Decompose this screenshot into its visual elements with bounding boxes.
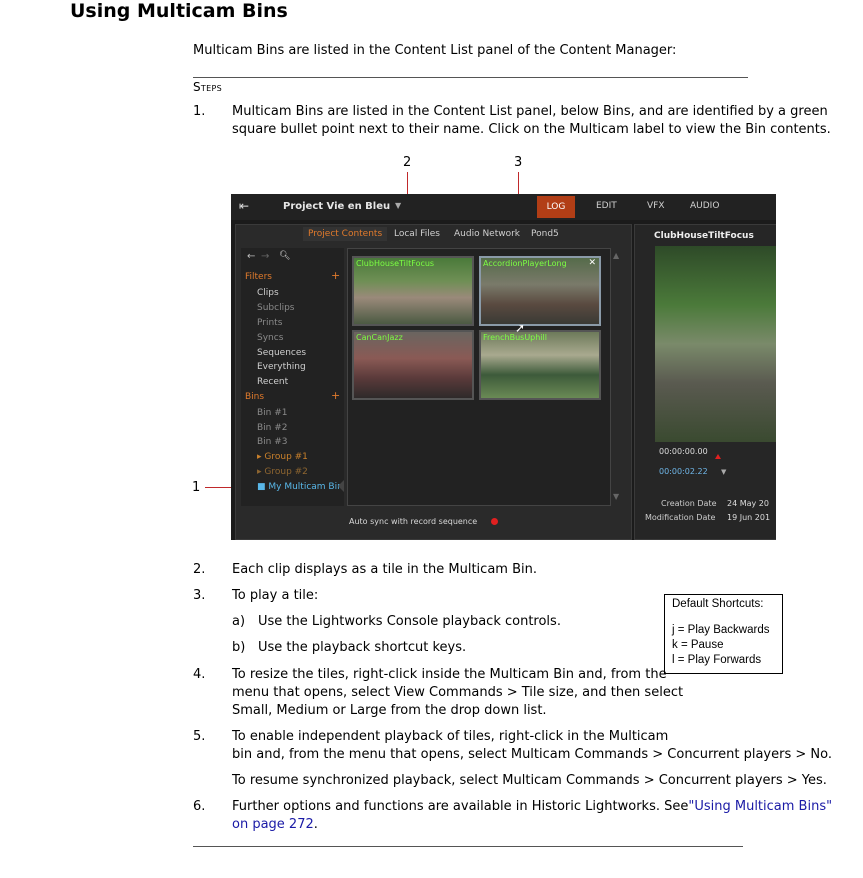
- step-number: 1.: [193, 104, 206, 119]
- meta-value: 19 Jun 201: [727, 513, 771, 522]
- tab-audio[interactable]: AUDIO: [690, 201, 720, 211]
- step-number: 4.: [193, 667, 206, 682]
- step-text: bin and, from the menu that opens, select Multicam Commands > Concurrent players > No.: [232, 747, 832, 762]
- step-number: 2.: [193, 562, 206, 577]
- divider: [193, 846, 743, 847]
- page-reference-link[interactable]: on page 272: [232, 817, 314, 832]
- callout-2: 2: [403, 155, 412, 170]
- step-text: To resume synchronized playback, select Multicam Commands > Concurrent players > Yes.: [232, 773, 827, 788]
- shortcut-line: k = Pause: [672, 639, 724, 651]
- scroll-up-icon[interactable]: ▲: [613, 251, 620, 260]
- tab-vfx[interactable]: VFX: [647, 201, 665, 211]
- callout-1: 1: [192, 480, 201, 495]
- page-heading: Using Multicam Bins: [70, 0, 288, 22]
- filter-item[interactable]: Subclips: [257, 303, 295, 313]
- forward-arrow-icon[interactable]: →: [261, 251, 270, 262]
- tile-label: AccordionPlayerLong: [483, 259, 567, 268]
- substep-letter: b): [232, 640, 246, 655]
- step-text: menu that opens, select View Commands > Tile size, and then select: [232, 685, 684, 700]
- close-icon[interactable]: ✕: [588, 258, 596, 268]
- shortcuts-title: Default Shortcuts:: [672, 598, 764, 610]
- step-text: [232, 816, 318, 834]
- meta-key: Modification Date: [645, 513, 716, 522]
- step-text: Small, Medium or Large from the drop down list.: [232, 703, 547, 718]
- tab-project-contents[interactable]: Project Contents: [303, 227, 387, 241]
- meta-key: Creation Date: [661, 499, 717, 508]
- substep-letter: a): [232, 614, 246, 629]
- step-text: Multicam Bins are listed in the Content List panel, below Bins, and are identified by a green: [232, 104, 828, 119]
- tab-edit[interactable]: EDIT: [596, 201, 617, 211]
- viewer-video[interactable]: [655, 246, 776, 442]
- tile[interactable]: [479, 330, 601, 400]
- step-number: 6.: [193, 799, 206, 814]
- timecode-duration: 00:00:02.22: [659, 467, 708, 476]
- step-text-part: .: [313, 817, 318, 832]
- step-text: square bullet point next to their name. Click on the Multicam label to view the Bin contents.: [232, 122, 831, 137]
- step-number: 5.: [193, 729, 206, 744]
- tile-label: FrenchBusUphill: [483, 333, 547, 342]
- filter-item[interactable]: Everything: [257, 362, 306, 372]
- multicam-screenshot: [231, 194, 776, 540]
- filter-item[interactable]: Clips: [257, 288, 279, 298]
- multicam-bin-item[interactable]: ■ My Multicam Bin: [257, 482, 343, 492]
- bin-item[interactable]: Bin #3: [257, 437, 288, 447]
- divider: [193, 77, 748, 78]
- bins-header: Bins: [245, 392, 265, 402]
- bin-item[interactable]: Bin #2: [257, 423, 288, 433]
- search-icon[interactable]: 🔍︎: [279, 251, 291, 261]
- viewer-title: ClubHouseTiltFocus: [654, 231, 754, 241]
- cross-reference-link[interactable]: "Using Multicam Bins": [688, 799, 833, 814]
- filters-header: Filters: [245, 272, 272, 282]
- filter-item[interactable]: Recent: [257, 377, 289, 387]
- tab-pond5[interactable]: Pond5: [531, 229, 559, 239]
- playhead-marker[interactable]: [715, 454, 721, 459]
- exit-icon[interactable]: ⇤: [239, 199, 250, 213]
- auto-sync-label: Auto sync with record sequence: [349, 517, 478, 526]
- substep-text: Use the Lightworks Console playback controls.: [258, 614, 561, 629]
- tile-label: ClubHouseTiltFocus: [356, 259, 435, 268]
- tile[interactable]: [479, 256, 601, 326]
- filter-item[interactable]: Prints: [257, 318, 283, 328]
- selection-pointer: [338, 480, 344, 492]
- tab-audio-network[interactable]: Audio Network: [454, 229, 521, 239]
- back-arrow-icon[interactable]: ←: [247, 251, 256, 262]
- shortcut-line: j = Play Backwards: [672, 624, 770, 636]
- tile[interactable]: [352, 256, 474, 326]
- filter-item[interactable]: Syncs: [257, 333, 284, 343]
- tile[interactable]: [352, 330, 474, 400]
- step-text: To resize the tiles, right-click inside the Multicam Bin and, from the: [232, 667, 667, 682]
- tab-local-files[interactable]: Local Files: [394, 229, 440, 239]
- tile-label: CanCanJazz: [356, 333, 403, 342]
- tab-log[interactable]: LOG: [537, 196, 575, 218]
- step-number: 3.: [193, 588, 206, 603]
- meta-value: 24 May 20: [727, 499, 769, 508]
- bin-item[interactable]: Bin #1: [257, 408, 288, 418]
- cursor-icon: ➚: [515, 321, 526, 335]
- scrollbar[interactable]: [613, 250, 623, 504]
- add-filter-icon[interactable]: +: [331, 269, 341, 282]
- callout-3: 3: [514, 155, 523, 170]
- step-text: To play a tile:: [232, 588, 319, 603]
- step-text: [232, 798, 832, 816]
- auto-sync-toggle[interactable]: [491, 518, 498, 525]
- timecode-current: 00:00:00.00: [659, 447, 708, 456]
- intro-text: Multicam Bins are listed in the Content List panel of the Content Manager:: [193, 43, 677, 58]
- add-bin-icon[interactable]: +: [331, 389, 341, 402]
- steps-heading: Steps: [193, 80, 222, 94]
- chevron-down-icon[interactable]: ▼: [721, 468, 727, 476]
- group-item[interactable]: ▸ Group #2: [257, 467, 308, 477]
- scroll-down-icon[interactable]: ▼: [613, 492, 620, 501]
- step-text: To enable independent playback of tiles, right-click in the Multicam: [232, 729, 669, 744]
- group-item[interactable]: ▸ Group #1: [257, 452, 308, 462]
- project-title: Project Vie en Bleu: [283, 201, 391, 212]
- step-text: Each clip displays as a tile in the Multicam Bin.: [232, 562, 537, 577]
- step-text-part: Further options and functions are available in Historic Lightworks. See: [232, 799, 689, 814]
- default-shortcuts-box: [664, 594, 783, 674]
- shortcut-line: l = Play Forwards: [672, 654, 762, 666]
- chevron-down-icon[interactable]: ▼: [395, 201, 402, 210]
- filter-item[interactable]: Sequences: [257, 348, 307, 358]
- substep-text: Use the playback shortcut keys.: [258, 640, 467, 655]
